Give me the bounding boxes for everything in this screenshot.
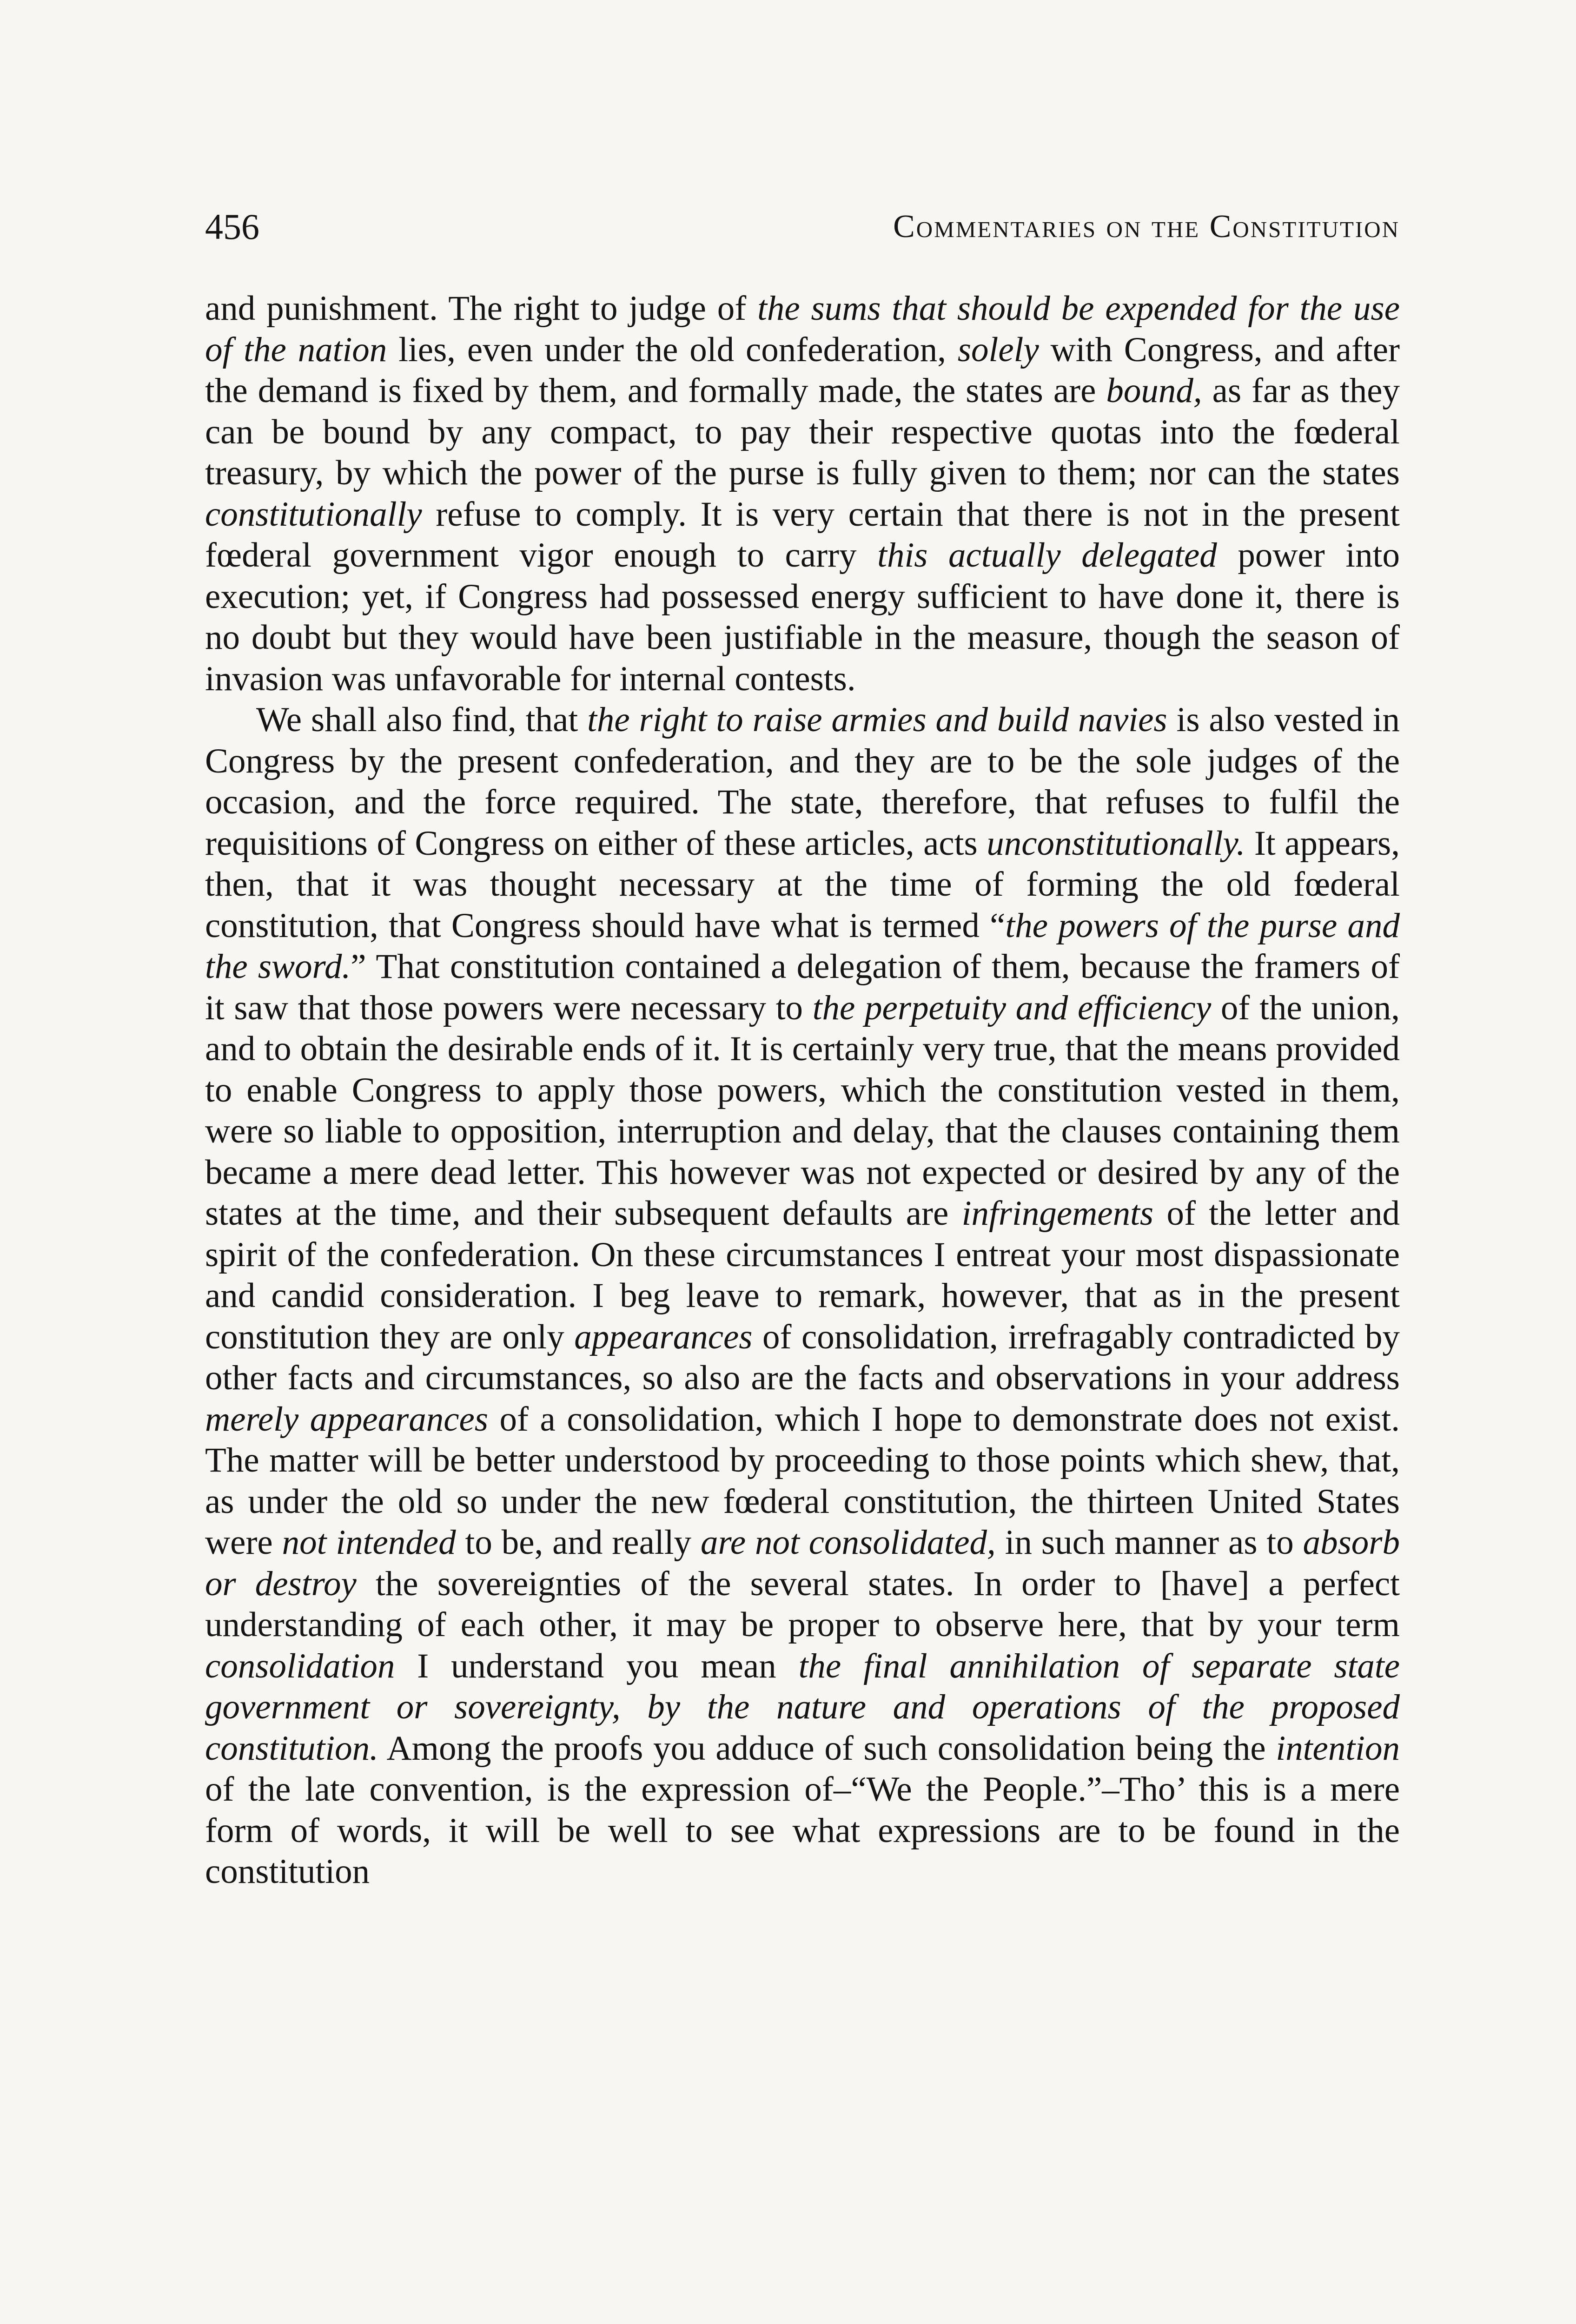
italic-text: bound,: [1106, 371, 1202, 410]
text-run: I understand you mean: [395, 1646, 799, 1685]
text-run: of the union, and to obtain the desirable ends of it. It is certainly very true, that the means provided to enable Congress to apply those powers, which the constitution vested in them, were so liable to opposition, interruption and delay, that the clauses containing them became a mere dead letter. This however was not expected or desired by any of the states at the time, and their subsequent defaults are: [205, 988, 1400, 1233]
italic-text: unconstitutionally.: [987, 824, 1245, 863]
italic-text: not intended: [282, 1523, 456, 1562]
italic-text: the final annihilation of separate state government or sovereignty, by the nature and operations of the proposed constitution.: [205, 1646, 1400, 1768]
italic-text: the perpetuity and efficiency: [812, 988, 1212, 1027]
italic-text: intention: [1276, 1729, 1400, 1768]
italic-text: are not consolidated,: [700, 1523, 996, 1562]
text-run: and punishment. The right to judge of: [205, 289, 758, 328]
text-run: of consolidation, irrefragably contradicted by other facts and circumstances, so also are the facts and observations in your address: [205, 1317, 1400, 1397]
paragraph-2: [205, 700, 1400, 1893]
text-run: with Congress, and after the demand is fixed by them, and formally made, the states are: [205, 330, 1400, 410]
italic-text: the powers of the purse and the sword.: [205, 906, 1400, 986]
text-run: lies, even under the old confederation,: [387, 330, 958, 369]
italic-text: constitutionally: [205, 495, 422, 534]
page-header: [205, 201, 1400, 252]
text-run: of a consolidation, which I hope to demonstrate does not exist. The matter will be better understood by proceeding to those points which shew, that, as under the old so under the new fœderal constitution, the thirteen United States were: [205, 1400, 1400, 1562]
italic-text: the sums that should be expended for the use of the nation: [205, 289, 1400, 369]
text-run: We shall also find, that: [256, 700, 588, 739]
text-run: Among the proofs you adduce of such consolidation being the: [378, 1729, 1276, 1768]
text-run: refuse to comply. It is very certain that there is not in the present fœderal government vigor enough to carry: [205, 495, 1400, 574]
italic-text: consolidation: [205, 1646, 395, 1685]
text-run: is also vested in Congress by the present confederation, and they are to be the sole judges of the occasion, and the force required. The state, therefore, that refuses to fulfil the requisitions of Congress on either of these articles, acts: [205, 700, 1400, 863]
page-number: 456: [205, 206, 259, 247]
text-run: ” That constitution contained a delegation of them, because the framers of it saw that those powers were necessary to: [205, 947, 1400, 1027]
italic-text: appearances: [574, 1317, 753, 1356]
paragraph-1: [205, 288, 1400, 700]
text-run: of the late convention, is the expression of–“We the People.”–Tho’ this is a mere form of words, it will be well to see what expressions are to be found in the constitution: [205, 1770, 1400, 1891]
text-run: of the letter and spirit of the confederation. On these circumstances I entreat your most dispassionate and candid consideration. I beg leave to remark, however, that as in the present constitution they are only: [205, 1194, 1400, 1356]
text-run: to be, and really: [456, 1523, 701, 1562]
text-run: power into execution; yet, if Congress had possessed energy sufficient to have done it, there is no doubt but they would have been justifiable in the measure, though the season of invasion was unfavorable for internal contests.: [205, 536, 1400, 698]
italic-text: infringements: [961, 1194, 1154, 1233]
italic-text: absorb or destroy: [205, 1523, 1400, 1603]
text-run: the sovereignties of the several states. In order to [have] a perfect understanding of each other, it may be proper to observe here, that by your term: [205, 1564, 1400, 1644]
text-run: It appears, then, that it was thought necessary at the time of forming the old fœderal constitution, that Congress should have what is termed “: [205, 824, 1400, 945]
italic-text: the right to raise armies and build navies: [587, 700, 1167, 739]
body-text: [205, 288, 1400, 1893]
text-run: in such manner as to: [995, 1523, 1303, 1562]
italic-text: this actually delegated: [877, 536, 1217, 574]
italic-text: merely appearances: [205, 1400, 489, 1439]
italic-text: solely: [957, 330, 1039, 369]
running-head: Commentaries on the Constitution: [893, 209, 1400, 244]
text-run: as far as they can be bound by any compact, to pay their respective quotas into the fœderal treasury, by which the power of the purse is fully given to them; nor can the states: [205, 371, 1400, 492]
